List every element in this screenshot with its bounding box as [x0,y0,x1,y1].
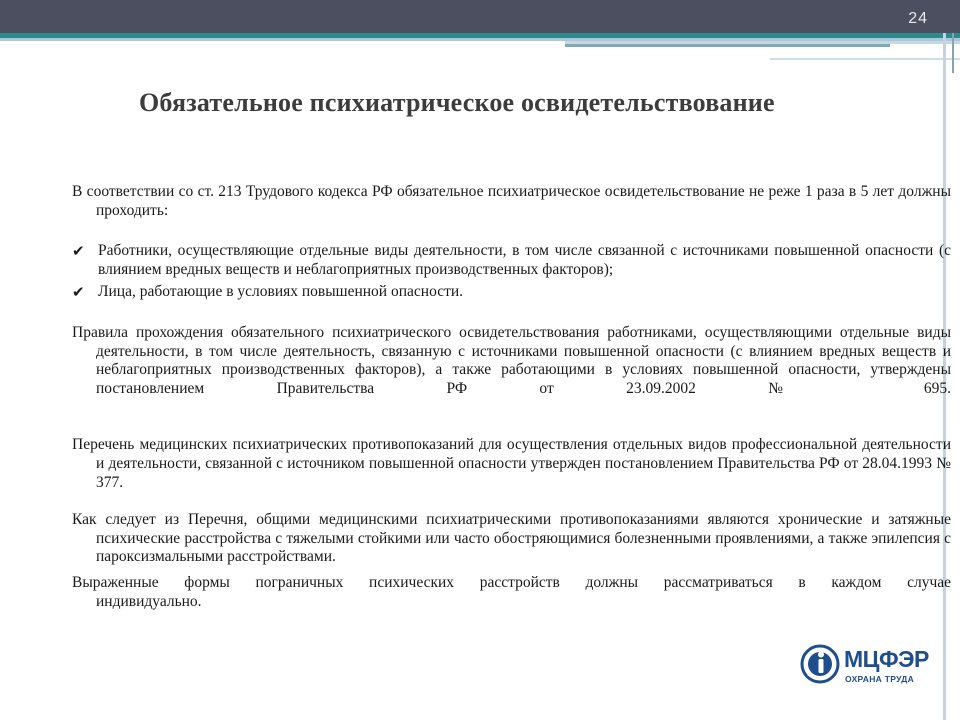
borderline-paragraph [72,574,951,611]
page-title: Обязательное психиатрическое освидетельствование [139,88,775,117]
logo-mark-icon [800,644,840,684]
bullet-text: Работники, осуществляющие отдельные виды деятельности, в том числе связанной с источниками повышенной опасности (с влиянием вредных веществ и неблагоприятных производственных факторов); [98,242,951,278]
intro-paragraph: В соответствии со ст. 213 Трудового кодекса РФ обязательное психиатрическое освидетельствование не реже 1 раза в 5 лет должны проходить: [72,183,951,219]
bullet-item [72,283,951,302]
right-edge-accent [952,33,954,73]
logo-name: МЦФЭР [844,646,929,672]
logo-subtitle: ОХРАНА ТРУДА [845,674,915,684]
checkmark-icon: ✔ [72,283,85,302]
top-bar [0,0,960,33]
accent-line-dark [565,44,890,47]
list-paragraph: Перечень медицинских психиатрических противопоказаний для осуществления отдельных видов профессиональной деятельности и деятельности, связанной с источником повышенной опасности утвержден постановлением Правительства РФ от 28.04.1993 № 377. [72,436,951,491]
accent-line-short [770,58,960,60]
slide-content [72,183,951,611]
bullet-item [72,242,951,279]
borderline-tail: индивидуально. [96,592,202,610]
contraindications-paragraph: Как следует из Перечня, общими медицинскими психиатрическими противопоказаниями являются хронические и затяжные психические расстройства с тяжелыми стойкими или часто обостряющимися болезненными проявлениями, а также эпилепсия с пароксизмальными расстройствами. [72,511,951,566]
checkmark-icon: ✔ [72,242,85,261]
mcfer-logo [800,644,950,694]
bullet-text: Лица, работающие в условиях повышенной опасности. [98,283,464,301]
rules-paragraph: Правила прохождения обязательного психиатрического освидетельствования работниками, осуществляющими отдельные виды деятельности, в том числе деятельность, связанную с источниками повышенной опасности (с влиянием вредных веществ и неблагоприятных производственных факторов), а также работающими в условиях повышенной опасности, утверждены постановлением Правительства РФ от 23.09.2002 № 695. [72,323,951,397]
borderline-text: Выраженные формы пограничных психических расстройств должны рассматриваться в каждом случае [72,573,951,591]
slide-number: 24 [908,10,928,27]
